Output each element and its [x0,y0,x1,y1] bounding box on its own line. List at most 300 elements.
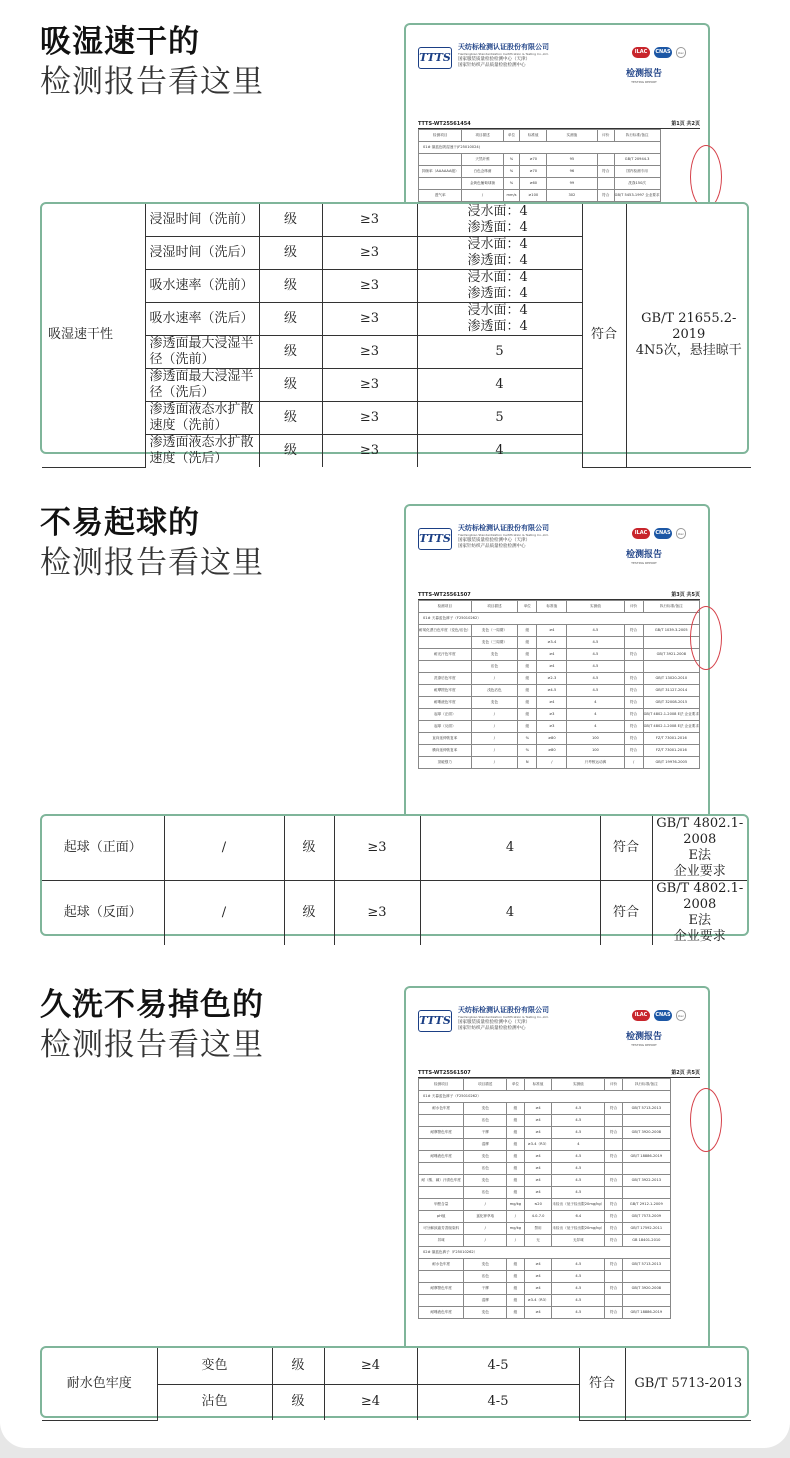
report-cell [419,1163,464,1175]
report-row [419,1163,671,1175]
unit-cell: 级 [259,336,322,369]
report-header-cell: 评价 [597,130,614,142]
desc-cell: / [164,881,284,946]
report-cell: FZ/T 73001-2016 [643,733,699,745]
report-cell: / [471,757,518,769]
report-cell [622,1139,670,1151]
report-header-cell: 项目描述 [464,1079,507,1091]
report-cell: 耐摩擦色牢度 [419,1283,464,1295]
report-row [419,1223,671,1235]
report-cell: ≥80 [537,745,567,757]
report-cell: 4-5 [567,625,624,637]
desc-cell: / [164,816,284,881]
report-cell: / [464,1223,507,1235]
report-cell: 4 [567,697,624,709]
report-cell: % [503,166,520,178]
report-mini-table [418,600,700,769]
report-cell: 耐唾液色牢度 [419,1151,464,1163]
report-cell: ≥3 [537,721,567,733]
report-cell: 4-5 [552,1103,605,1115]
report-title-en: TESTING REPORT [631,561,657,565]
report-row [419,721,700,733]
report-cell: 4-5 [567,685,624,697]
report-cell [419,1115,464,1127]
report-cell: GB/T 7573-2009 [622,1211,670,1223]
report-cell: 级 [518,673,537,685]
report-cell: 起球（反面） [419,721,472,733]
report-cell: GB/T 3920-2008 [622,1127,670,1139]
measured-value-line: 渗透面：4 [467,319,528,334]
report-cell: 干摩 [464,1283,507,1295]
report-cell: 符合 [605,1175,623,1187]
report-cell: 未检出（低于检出限20mg/kg） [552,1223,605,1235]
result-row [42,816,747,881]
report-cell [622,1295,670,1307]
report-cell: 耐水色牢度 [419,1259,464,1271]
report-cell: 沾色 [464,1163,507,1175]
report-header-cell: 执行标准/备注 [622,1079,670,1091]
unit-cell: 级 [284,816,334,881]
report-meta [418,121,700,129]
report-cell: 级 [518,721,537,733]
report-cell: 级 [518,649,537,661]
report-cell: 耐摩擦色牢度 [419,685,472,697]
measured-value-line: 浸水面：4 [467,270,528,285]
report-cell: 级 [507,1103,525,1115]
report-cell: / [462,190,503,202]
report-row [419,613,700,625]
report-row [419,178,661,190]
ttts-logo-icon: TTTS [418,1010,452,1032]
report-title-en: TESTING REPORT [631,1043,657,1047]
report-cell: 耐氧化漂白色牢度（变色/沾色） [419,625,472,637]
report-cell: GB/T 5453-1997 企业要求 [614,190,660,202]
ilac-mark-icon: ILAC [632,1010,650,1021]
value-cell: 4-5 [417,1384,579,1420]
report-row [419,1139,671,1151]
measured-value-line: 浸水面：4 [467,303,528,318]
report-cell: 级 [507,1307,525,1319]
section-title-light: 检测报告看这里 [40,1027,264,1063]
report-cell: 变色（三周期） [471,637,518,649]
report-cell: 符合 [605,1283,623,1295]
ilac-small-mark-icon: ilac [676,47,686,58]
measured-value-cell: 4 [417,369,582,402]
report-cell: 耐光汗色牢度 [419,649,472,661]
report-cell: 4-5 [552,1283,605,1295]
org-name: 天纺标检测认证股份有限公司 [458,524,549,532]
report-cell [605,1115,623,1127]
report-title [626,1032,662,1047]
report-cell: 洗涤150次 [614,178,660,190]
test-report-thumbnail [404,23,710,205]
section-heading-colorfastness [40,985,264,1065]
report-title [626,69,662,84]
measured-value-cell [417,237,582,270]
report-cell: ≥4 [524,1259,552,1271]
report-cell: GB 18401-2010 [622,1235,670,1247]
report-cell [605,1163,623,1175]
report-cell: 符合 [605,1259,623,1271]
report-cell: 符合 [624,649,643,661]
report-cell: ≥60 [520,178,547,190]
report-cell: 4 [567,721,624,733]
report-cell: ≥3-4（R3） [524,1139,552,1151]
report-row [419,1235,671,1247]
org-block [458,1006,598,1032]
org-name-en: Tianfangbiao Standardization Certification & Testing Co.,Ltd. [458,1015,549,1019]
report-cell [419,154,462,166]
measured-value-line: 渗透面：4 [467,286,528,301]
report-row [419,1199,671,1211]
report-row [419,637,700,649]
report-cell: 国内检测专用 [614,166,660,178]
report-cell [419,1295,464,1307]
report-cell: ≥4 [524,1151,552,1163]
report-header-cell: 实测值 [567,601,624,613]
report-cell: 4-5 [567,649,624,661]
report-header-cell: 标准值 [524,1079,552,1091]
report-cell: % [503,178,520,190]
report-meta [418,1070,700,1078]
report-cell: 干摩 [464,1127,507,1139]
report-row [419,1175,671,1187]
report-title-cn: 检测报告 [625,69,662,79]
report-row [419,625,700,637]
report-header-cell: 单位 [507,1079,525,1091]
report-cell: 变色 [464,1259,507,1271]
report-row [419,1151,671,1163]
standard-line: E法 [688,913,711,928]
report-cell [605,1295,623,1307]
report-cell: 4 [552,1139,605,1151]
report-row [419,1103,671,1115]
report-header-cell: 单位 [518,601,537,613]
report-row [419,661,700,673]
unit-cell: 级 [272,1384,324,1420]
pilling-result-table [40,814,749,944]
cert-marks [632,47,686,58]
lab-line-2: 国家针纺织产品质量检验检测中心 [458,63,526,68]
report-cell: % [518,745,537,757]
report-cell: mm/s [503,190,520,202]
report-cell [605,1139,623,1151]
report-row [419,166,661,178]
report-cell: 符合 [624,709,643,721]
red-seal-stamp-icon [690,145,722,209]
verdict-cell: 符合 [600,881,652,946]
report-row [419,697,700,709]
standard-line: 企业要求 [673,864,726,879]
report-cell [605,1187,623,1199]
unit-cell: 级 [259,435,322,468]
report-cell: 级 [507,1283,525,1295]
ilac-small-mark-icon: ilac [676,1010,686,1021]
report-row [419,190,661,202]
report-cell: 直向延伸恢复率 [419,733,472,745]
report-cell: 4-5 [552,1271,605,1283]
report-cell: 符合 [597,190,614,202]
report-cell: 符合 [605,1103,623,1115]
report-header-row [419,130,661,142]
desc-cell: 变色 [157,1348,272,1384]
test-item-cell: 渗透面液态水扩散速度（洗后） [145,435,259,468]
report-cell: 耐唾液色牢度 [419,1307,464,1319]
report-row [419,142,661,154]
report-header-cell: 标准值 [537,601,567,613]
org-name-en: Tianfangbiao Standardization Certification & Testing Co.,Ltd. [458,52,549,56]
report-cell: 耐水色牢度 [419,1103,464,1115]
req-cell: ≥3 [334,881,420,946]
report-header-cell: 实测值 [547,130,598,142]
report-cell: 级 [518,685,537,697]
report-cell: 符合 [605,1223,623,1235]
red-seal-stamp-icon [690,606,722,670]
report-cell: ≥4 [537,625,567,637]
unit-cell: 级 [272,1348,324,1384]
report-cell: / [464,1199,507,1211]
report-cell: / [464,1235,507,1247]
report-cell: 级 [507,1187,525,1199]
report-cell [643,661,699,673]
report-cell: 99 [547,178,598,190]
report-cell: 浅色沾色 [471,685,518,697]
standard-line: 企业要求 [673,929,726,944]
report-cell: 4-5 [552,1259,605,1271]
report-cell: GB/T 1039.3-2005 [643,625,699,637]
report-cell: GB/T 18886-2019 [622,1307,670,1319]
report-cell: 符合 [624,685,643,697]
report-cell: ≥4 [537,661,567,673]
report-row [419,649,700,661]
report-cell [597,154,614,166]
section-title-light: 检测报告看这里 [40,64,264,100]
report-cell: 级 [507,1127,525,1139]
report-cell: 符合 [605,1211,623,1223]
report-cell: 级 [507,1271,525,1283]
test-item-cell: 吸水速率（洗前） [145,270,259,303]
report-cell: GB/T 3920-2008 [622,1283,670,1295]
standard-line: GB/T 21655.2-2019 [641,311,737,343]
report-cell: 起球（正面） [419,709,472,721]
report-header-cell: 检测项目 [419,1079,464,1091]
report-cell: ≥3 [537,709,567,721]
report-cell: GB/T 5713-2013 [622,1103,670,1115]
report-cell: 级 [518,697,537,709]
report-row [419,1283,671,1295]
measured-value-line: 渗透面：4 [467,220,528,235]
report-cell: 只考核运动裤 [567,757,624,769]
report-row [419,709,700,721]
report-cell: FZ/T 73001-2016 [643,745,699,757]
org-block [458,43,598,69]
report-cell: 沾色 [464,1187,507,1199]
report-cell: GB/T 2912.1-2009 [622,1199,670,1211]
report-cell: / [624,757,643,769]
report-cell [605,1271,623,1283]
test-item-cell: 浸湿时间（洗前） [145,204,259,237]
report-cell: 4-5 [552,1175,605,1187]
req-cell: ≥3 [334,816,420,881]
report-cell: ≥4 [524,1175,552,1187]
report-cell: 耐摩擦色牢度 [419,1127,464,1139]
lab-line-2: 国家针纺织产品质量检验检测中心 [458,544,526,549]
report-title-en: TESTING REPORT [631,80,657,84]
report-row [419,1295,671,1307]
report-cell: 4-5 [552,1151,605,1163]
report-header-cell: 实测值 [552,1079,605,1091]
value-cell: 4 [420,881,600,946]
requirement-cell: ≥3 [322,336,417,369]
report-page: 第1页 共2页 [671,121,700,127]
report-header-cell: 项目描述 [471,601,518,613]
result-row [42,1348,751,1384]
measured-value-line: 渗透面：4 [467,253,528,268]
report-cell: 沾色 [464,1115,507,1127]
report-cell: 符合 [624,733,643,745]
report-cell [622,1163,670,1175]
report-cell: / [471,745,518,757]
report-cell: 耐唾液色牢度 [419,697,472,709]
report-number: TTTS-WT25561507 [418,592,471,598]
requirement-cell: ≥3 [322,402,417,435]
report-cell: 符合 [624,673,643,685]
report-cell: 4-5 [567,673,624,685]
unit-cell: 级 [259,402,322,435]
cert-marks [632,528,686,539]
standard-line: 2008 [683,832,717,847]
report-cell: ≥4 [524,1187,552,1199]
report-header-cell: 标准值 [520,130,547,142]
section-title-bold: 久洗不易掉色的 [40,987,264,1023]
report-header-cell: 执行标准/备注 [643,601,699,613]
org-name: 天纺标检测认证股份有限公司 [458,1006,549,1014]
report-mini-table [418,1078,671,1319]
report-row [419,685,700,697]
unit-cell: 级 [259,237,322,270]
report-cell: ≥70 [520,154,547,166]
result-row [42,881,747,946]
report-cell: 4-5 [552,1127,605,1139]
report-cell: ≥80 [537,733,567,745]
requirement-cell: ≥3 [322,270,417,303]
section-title-bold: 不易起球的 [40,505,200,541]
requirement-cell: ≥3 [322,369,417,402]
report-cell: 湿摩 [464,1139,507,1151]
report-sample-label: 01# 天暮蓝色裤子（F25010262） [419,1091,671,1103]
report-cell [622,1271,670,1283]
report-cell: 无 [524,1235,552,1247]
report-cell: 级 [507,1295,525,1307]
report-cell: GB/T 20944.3 [614,154,660,166]
section-heading-pilling [40,503,264,583]
report-cell: / [471,721,518,733]
report-title [626,550,662,565]
org-name-en: Tianfangbiao Standardization Certification & Testing Co.,Ltd. [458,533,549,537]
report-cell: 甲醛含量 [419,1199,464,1211]
org-name: 天纺标检测认证股份有限公司 [458,43,549,51]
report-number: TTTS-WT25561454 [418,121,471,127]
report-cell: / [471,673,518,685]
standard-line: GB/T 4802.1- [656,881,744,896]
report-row [419,1115,671,1127]
report-cell: 异味 [419,1235,464,1247]
standard-line: 2008 [683,897,717,912]
ilac-small-mark-icon: ilac [676,528,686,539]
test-item-cell: 浸湿时间（洗后） [145,237,259,270]
report-row [419,745,700,757]
report-cell: / [471,733,518,745]
report-cell: ≥4 [524,1115,552,1127]
report-row [419,1307,671,1319]
report-cell: 变色 [464,1151,507,1163]
report-cell: 未检出（低于检出限20mg/kg） [552,1199,605,1211]
report-cell: 符合 [624,625,643,637]
report-row [419,733,700,745]
requirement-cell: ≥3 [322,435,417,468]
report-header-cell: 单位 [503,130,520,142]
requirement-cell: ≥3 [322,204,417,237]
moisture-result-table [40,202,749,466]
report-cell: ≥4 [524,1271,552,1283]
measured-value-line: 浸水面：4 [467,237,528,252]
standard-cell [652,816,747,881]
report-row [419,673,700,685]
report-cell: % [518,733,537,745]
standard-line: E法 [688,848,711,863]
report-cell: 横向延伸恢复率 [419,745,472,757]
report-cell: 4.0-7.0 [524,1211,552,1223]
report-cell: 符合 [605,1307,623,1319]
category-cell: 耐水色牢度 [42,1348,157,1420]
report-cell: ≥4 [524,1283,552,1295]
report-cell: 100 [567,733,624,745]
report-header-cell: 检测项目 [419,130,462,142]
unit-cell: 级 [284,881,334,946]
report-cell [597,178,614,190]
cert-marks [632,1010,686,1021]
report-cell [419,1139,464,1151]
report-cell: 符合 [624,745,643,757]
org-block [458,524,598,550]
report-cell: 天然纤维 [462,154,503,166]
report-cell: 4-5 [567,661,624,673]
report-cell: 符合 [605,1235,623,1247]
standard-cell [652,881,747,946]
report-cell: 级 [507,1115,525,1127]
report-cell [622,1187,670,1199]
requirement-cell: ≥3 [322,303,417,336]
report-cell: 变色 [471,649,518,661]
item-cell: 起球（反面） [42,881,164,946]
lab-line-1: 国家服装质量检验检测中心（天津） [458,1020,530,1025]
unit-cell: 级 [259,303,322,336]
unit-cell: 级 [259,204,322,237]
report-row [419,1187,671,1199]
report-cell: 4 [567,709,624,721]
report-cell: N [518,757,537,769]
report-cell: ≥4 [524,1103,552,1115]
unit-cell: 级 [259,369,322,402]
report-cell: 白色念珠菌 [462,166,503,178]
report-title-cn: 检测报告 [625,1032,662,1042]
red-seal-stamp-icon [690,1088,722,1152]
verdict-cell: 符合 [579,1348,625,1420]
section-title-light: 检测报告看这里 [40,545,264,581]
standard-cell: GB/T 5713-2013 [625,1348,751,1420]
report-cell: / [537,757,567,769]
report-cell: 变色 [464,1175,507,1187]
